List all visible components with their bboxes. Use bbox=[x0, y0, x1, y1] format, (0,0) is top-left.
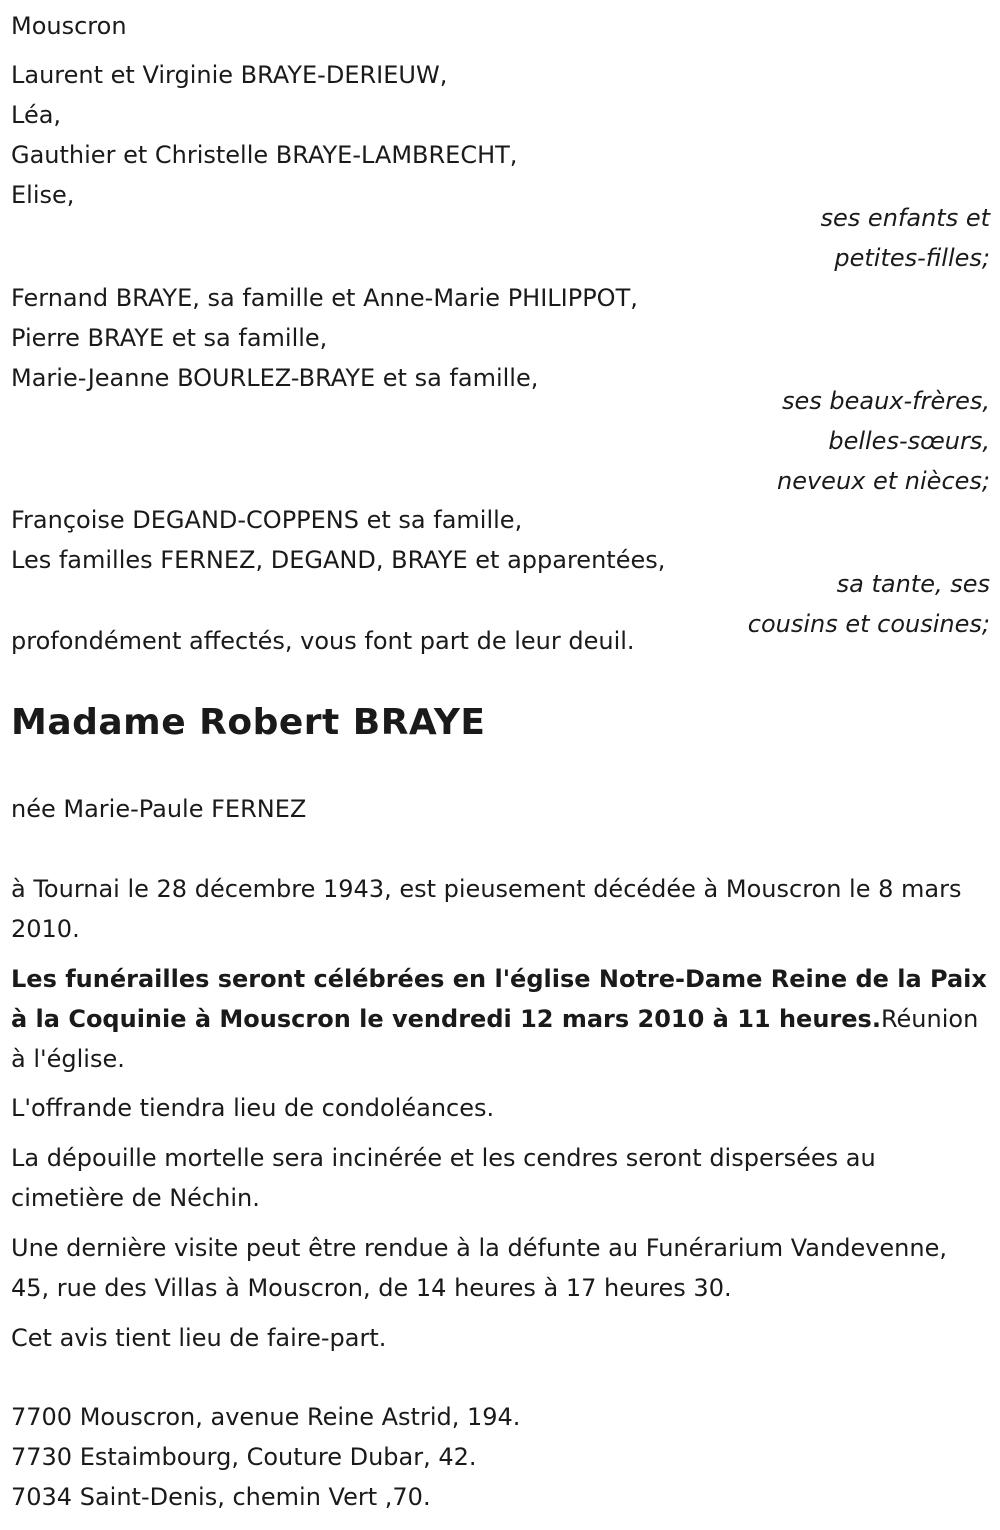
funeral-meeting: Réunion à l'église. bbox=[11, 1005, 979, 1073]
relation-note-line: petites-filles; bbox=[834, 244, 990, 272]
family-line: Françoise DEGAND-COPPENS et sa famille, bbox=[11, 506, 523, 534]
visit-paragraph: Une dernière visite peut être rendue à la défunte au Funérarium Vandevenne, 45, rue des Villas à Mouscron, de 14 heures à 17 heures 30. bbox=[11, 1234, 947, 1302]
funeral-paragraph bbox=[11, 959, 991, 1079]
family-line: Pierre BRAYE et sa famille, bbox=[11, 324, 328, 352]
cremation-paragraph: La dépouille mortelle sera incinérée et les cendres seront dispersées au cimetière de Néchin. bbox=[11, 1144, 876, 1212]
maiden-name: née Marie-Paule FERNEZ bbox=[11, 795, 307, 823]
closing-line: profondément affectés, vous font part de leur deuil. bbox=[11, 627, 635, 655]
relation-note-line: neveux et nièces; bbox=[777, 467, 990, 495]
family-line: Léa, bbox=[11, 101, 62, 129]
header-city: Mouscron bbox=[11, 12, 127, 40]
notice-paragraph: Cet avis tient lieu de faire-part. bbox=[11, 1324, 387, 1352]
address-line: 7034 Saint-Denis, chemin Vert ,70. bbox=[11, 1483, 431, 1511]
relation-note-line: sa tante, ses bbox=[836, 570, 990, 598]
relation-note bbox=[730, 381, 990, 501]
funeral-details: Les funérailles seront célébrées en l'église Notre-Dame Reine de la Paix à la Coquinie à Mouscron le vendredi 12 mars 2010 à 11 heures. bbox=[11, 965, 987, 1033]
family-line: Elise, bbox=[11, 181, 75, 209]
address-line: 7730 Estaimbourg, Couture Dubar, 42. bbox=[11, 1443, 477, 1471]
relation-note-line: cousins et cousines; bbox=[747, 610, 990, 638]
family-line: Fernand BRAYE, sa famille et Anne-Marie PHILIPPOT, bbox=[11, 284, 638, 312]
deceased-name: Madame Robert BRAYE bbox=[11, 702, 486, 743]
birth-death-paragraph: à Tournai le 28 décembre 1943, est pieusement décédée à Mouscron le 8 mars 2010. bbox=[11, 875, 962, 943]
family-line: Marie-Jeanne BOURLEZ-BRAYE et sa famille, bbox=[11, 364, 539, 392]
offering-paragraph: L'offrande tiendra lieu de condoléances. bbox=[11, 1094, 495, 1122]
address-line: 7700 Mouscron, avenue Reine Astrid, 194. bbox=[11, 1403, 521, 1431]
relation-note-line: belles-sœurs, bbox=[828, 427, 990, 455]
relation-note-line: ses enfants et bbox=[820, 204, 990, 232]
relation-note bbox=[730, 198, 990, 278]
family-line: Les familles FERNEZ, DEGAND, BRAYE et apparentées, bbox=[11, 546, 666, 574]
relation-note-line: ses beaux-frères, bbox=[781, 387, 990, 415]
relation-note bbox=[730, 564, 990, 644]
family-line: Gauthier et Christelle BRAYE-LAMBRECHT, bbox=[11, 141, 518, 169]
family-line: Laurent et Virginie BRAYE-DERIEUW, bbox=[11, 61, 448, 89]
